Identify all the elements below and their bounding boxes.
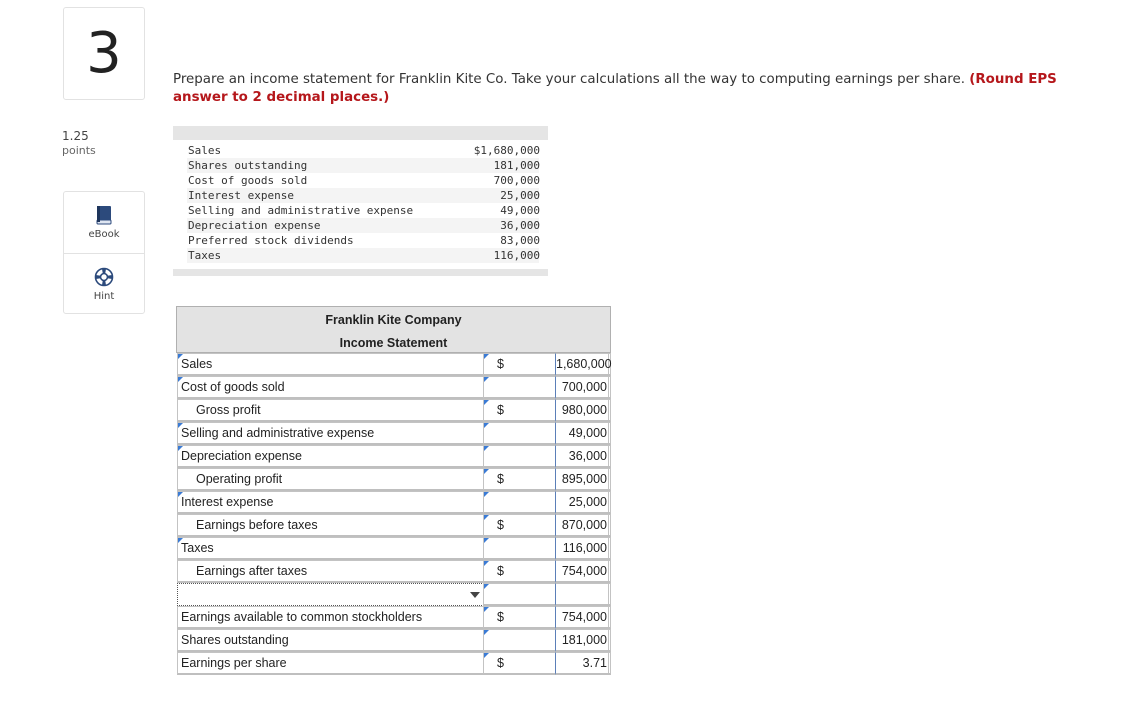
- statement-header: [176, 306, 611, 353]
- statement-amount-input[interactable]: 895,000: [555, 468, 611, 491]
- statement-amount-input[interactable]: 181,000: [555, 629, 611, 652]
- statement-dollar-cell: $: [483, 468, 609, 491]
- statement-amount-input[interactable]: 870,000: [555, 514, 611, 537]
- chevron-down-icon: [470, 592, 480, 598]
- prompt-emphasis: (Round EPS answer to 2 decimal places.): [173, 72, 1057, 105]
- statement-label-cell: Earnings available to common stockholders: [177, 606, 484, 629]
- given-label: Cost of goods sold: [188, 174, 308, 187]
- statement-row: [176, 652, 611, 675]
- statement-row: [176, 537, 611, 560]
- given-value: 116,000: [493, 249, 540, 262]
- statement-amount-input[interactable]: 1,680,000: [555, 353, 611, 376]
- income-statement: [176, 306, 611, 675]
- statement-row: [176, 422, 611, 445]
- statement-label-cell: Earnings before taxes: [177, 514, 484, 537]
- statement-row: [176, 606, 611, 629]
- given-row: [187, 218, 539, 233]
- statement-label-cell[interactable]: Taxes: [177, 537, 484, 560]
- given-row: [187, 143, 539, 158]
- given-value: 25,000: [500, 189, 540, 202]
- statement-row: [176, 560, 611, 583]
- statement-dollar-cell: $: [483, 353, 609, 376]
- given-value: 36,000: [500, 219, 540, 232]
- statement-label-cell: Gross profit: [177, 399, 484, 422]
- statement-amount-input[interactable]: 116,000: [555, 537, 611, 560]
- hint-label: Hint: [93, 290, 115, 302]
- ebook-button[interactable]: [64, 192, 144, 253]
- statement-label-cell[interactable]: Depreciation expense: [177, 445, 484, 468]
- statement-row: [176, 353, 611, 376]
- statement-label-cell[interactable]: Sales: [177, 353, 484, 376]
- given-label: Sales: [188, 144, 222, 157]
- statement-label-cell: Earnings after taxes: [177, 560, 484, 583]
- given-label: Preferred stock dividends: [188, 234, 354, 247]
- given-value: $1,680,000: [473, 144, 540, 157]
- statement-amount-input[interactable]: 754,000: [555, 560, 611, 583]
- statement-amount-input[interactable]: 980,000: [555, 399, 611, 422]
- question-number: 3: [63, 7, 145, 100]
- points-value: 1.25: [62, 129, 89, 143]
- book-icon: [95, 205, 113, 225]
- given-table-top-bar: [173, 126, 548, 140]
- given-data-table: [173, 126, 548, 276]
- statement-amount-input[interactable]: 49,000: [555, 422, 611, 445]
- statement-label-cell[interactable]: Interest expense: [177, 491, 484, 514]
- given-label: Selling and administrative expense: [188, 204, 414, 217]
- statement-amount-input[interactable]: 36,000: [555, 445, 611, 468]
- given-row: [187, 188, 539, 203]
- statement-dollar-cell: $: [483, 652, 609, 675]
- given-row: [187, 233, 539, 248]
- given-label: Shares outstanding: [188, 159, 308, 172]
- given-row: [187, 158, 539, 173]
- statement-label-cell[interactable]: Selling and administrative expense: [177, 422, 484, 445]
- statement-amount-input[interactable]: [555, 583, 611, 606]
- given-label: Taxes: [188, 249, 222, 262]
- statement-row: [176, 445, 611, 468]
- given-label: Interest expense: [188, 189, 294, 202]
- statement-label-cell: Shares outstanding: [177, 629, 484, 652]
- statement-company: Franklin Kite Company: [325, 313, 462, 327]
- statement-dropdown-select[interactable]: [177, 583, 484, 606]
- statement-amount-input[interactable]: 754,000: [555, 606, 611, 629]
- statement-label-cell[interactable]: Cost of goods sold: [177, 376, 484, 399]
- statement-row: [176, 583, 611, 606]
- given-value: 700,000: [493, 174, 540, 187]
- statement-dollar-cell: $: [483, 514, 609, 537]
- statement-amount-input[interactable]: 700,000: [555, 376, 611, 399]
- prompt-text: Prepare an income statement for Franklin Kite Co. Take your calculations all the way to computing earnings per share.: [173, 72, 970, 87]
- given-value: 181,000: [493, 159, 540, 172]
- question-tools: [63, 191, 145, 314]
- statement-label-cell: Operating profit: [177, 468, 484, 491]
- given-label: Depreciation expense: [188, 219, 321, 232]
- question-prompt: [173, 71, 1103, 107]
- statement-row: [176, 629, 611, 652]
- statement-title: Income Statement: [339, 336, 448, 350]
- statement-dollar-cell: $: [483, 399, 609, 422]
- statement-row: [176, 376, 611, 399]
- points-label: points: [62, 144, 96, 157]
- statement-row: [176, 468, 611, 491]
- statement-row: [176, 399, 611, 422]
- statement-row: [176, 514, 611, 537]
- given-value: 83,000: [500, 234, 540, 247]
- given-row: [187, 203, 539, 218]
- given-row: [187, 248, 539, 263]
- points-info: [62, 128, 96, 158]
- statement-amount-input[interactable]: 3.71: [555, 652, 611, 675]
- given-table-bottom-bar: [173, 269, 548, 276]
- statement-dollar-cell: $: [483, 606, 609, 629]
- statement-label-cell: Earnings per share: [177, 652, 484, 675]
- given-value: 49,000: [500, 204, 540, 217]
- hint-button[interactable]: [64, 253, 144, 314]
- given-row: [187, 173, 539, 188]
- statement-dollar-cell: $: [483, 560, 609, 583]
- statement-amount-input[interactable]: 25,000: [555, 491, 611, 514]
- ebook-label: eBook: [88, 229, 120, 240]
- statement-row: [176, 491, 611, 514]
- lifebuoy-icon: [94, 267, 114, 287]
